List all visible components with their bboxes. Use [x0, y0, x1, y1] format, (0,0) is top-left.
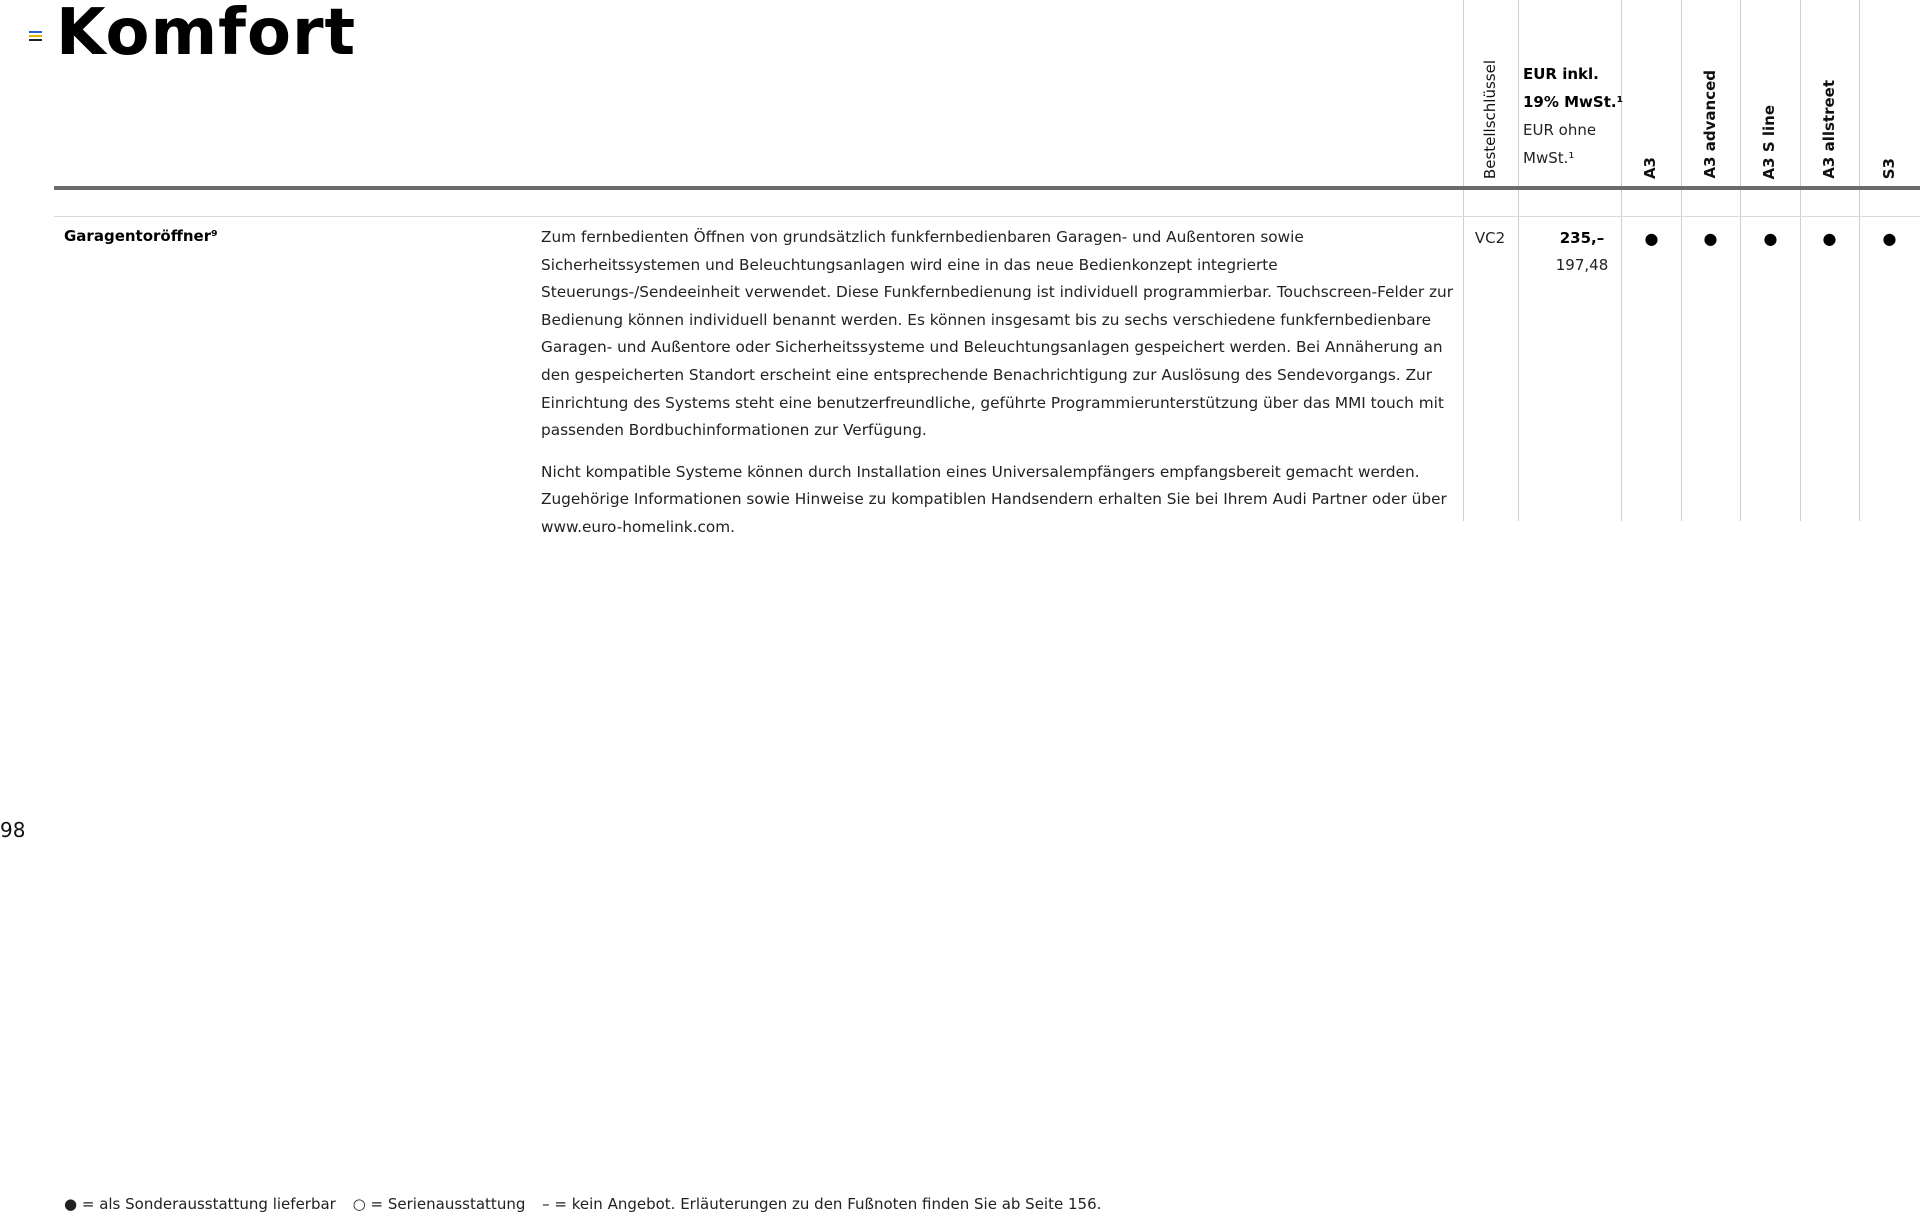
- column-header-price: [1523, 60, 1623, 172]
- column-header-a3-s-line: A3 S line: [1760, 104, 1778, 179]
- item-description: [541, 224, 1459, 556]
- price-excl-label: EUR ohne: [1523, 121, 1597, 139]
- column-header-a3-advanced: A3 advanced: [1701, 70, 1719, 179]
- column-divider: [1681, 0, 1682, 521]
- header-rule: [54, 186, 1920, 190]
- order-code: VC2: [1474, 229, 1506, 247]
- menu-icon[interactable]: [29, 31, 42, 41]
- availability-a3: ●: [1644, 229, 1659, 248]
- availability-a3-advanced: ●: [1703, 229, 1718, 248]
- column-divider: [1740, 0, 1741, 521]
- description-paragraph: Zum fernbedienten Öffnen von grundsätzlich funkfernbedienbaren Garagen- und Außentoren sowie Sicherheitssystemen und Beleuchtungsanlagen wird eine in das neue Bedienkonzept integrierte Steuerungs-/Sendeeinheit verwendet. Diese Funkfernbedienung ist individuell programmierbar. Touchscreen-Felder zur Bedienung können individuell benannt werden. Es können insgesamt bis zu sechs verschiedene funkfernbedienbare Garagen- und Außentore oder Sicherheitssysteme und Beleuchtungsanlagen gespeichert werden. Bei Annäherung an den gespeicherten Standort erscheint eine entsprechende Benachrichtigung zur Auslösung des Sendevorgangs. Zur Einrichtung des Systems steht eine benutzerfreundliche, geführte Programmierunterstützung über das MMI touch mit passenden Bordbuchinformationen zur Verfügung.: [541, 228, 1454, 440]
- page-number: 98: [0, 818, 26, 842]
- availability-a3-allstreet: ●: [1822, 229, 1837, 248]
- legend: [64, 1195, 1113, 1213]
- column-divider: [1859, 0, 1860, 521]
- column-divider: [1800, 0, 1801, 521]
- column-divider: [1463, 0, 1464, 521]
- page-title: Komfort: [56, 0, 357, 70]
- legend-none: – = kein Angebot. Erläuterungen zu den Fußnoten finden Sie ab Seite 156.: [542, 1195, 1102, 1213]
- price-incl-label: EUR inkl.: [1523, 65, 1599, 83]
- availability-s3: ●: [1882, 229, 1897, 248]
- price-incl-vat: 235,–: [1559, 229, 1605, 247]
- price-excl-vat-label: MwSt.¹: [1523, 149, 1575, 167]
- column-header-order-key: Bestellschlüssel: [1481, 59, 1499, 179]
- description-paragraph: Nicht kompatible Systeme können durch Installation eines Universalempfängers empfangsbereit gemacht werden. Zugehörige Informationen sowie Hinweise zu kompatiblen Handsendern erhalten Sie bei Ihrem Audi Partner oder über www.euro-homelink.com.: [541, 462, 1447, 536]
- row-rule: [54, 216, 1920, 217]
- availability-a3-s-line: ●: [1763, 229, 1778, 248]
- menu-icon-stripe-dark: [29, 39, 42, 41]
- column-header-a3: A3: [1641, 156, 1659, 179]
- menu-icon-stripe-blue: [29, 31, 42, 33]
- price-excl-vat: 197,48: [1555, 256, 1609, 274]
- column-header-a3-allstreet: A3 allstreet: [1820, 80, 1838, 179]
- menu-icon-stripe-yellow: [29, 35, 42, 37]
- legend-standard: ○ = Serienausstattung: [352, 1195, 526, 1213]
- column-header-s3: S3: [1880, 157, 1898, 179]
- legend-optional: ● = als Sonderausstattung lieferbar: [64, 1195, 336, 1213]
- price-incl-vat-label: 19% MwSt.¹: [1523, 93, 1624, 111]
- item-name: Garagentoröffner⁹: [64, 227, 218, 245]
